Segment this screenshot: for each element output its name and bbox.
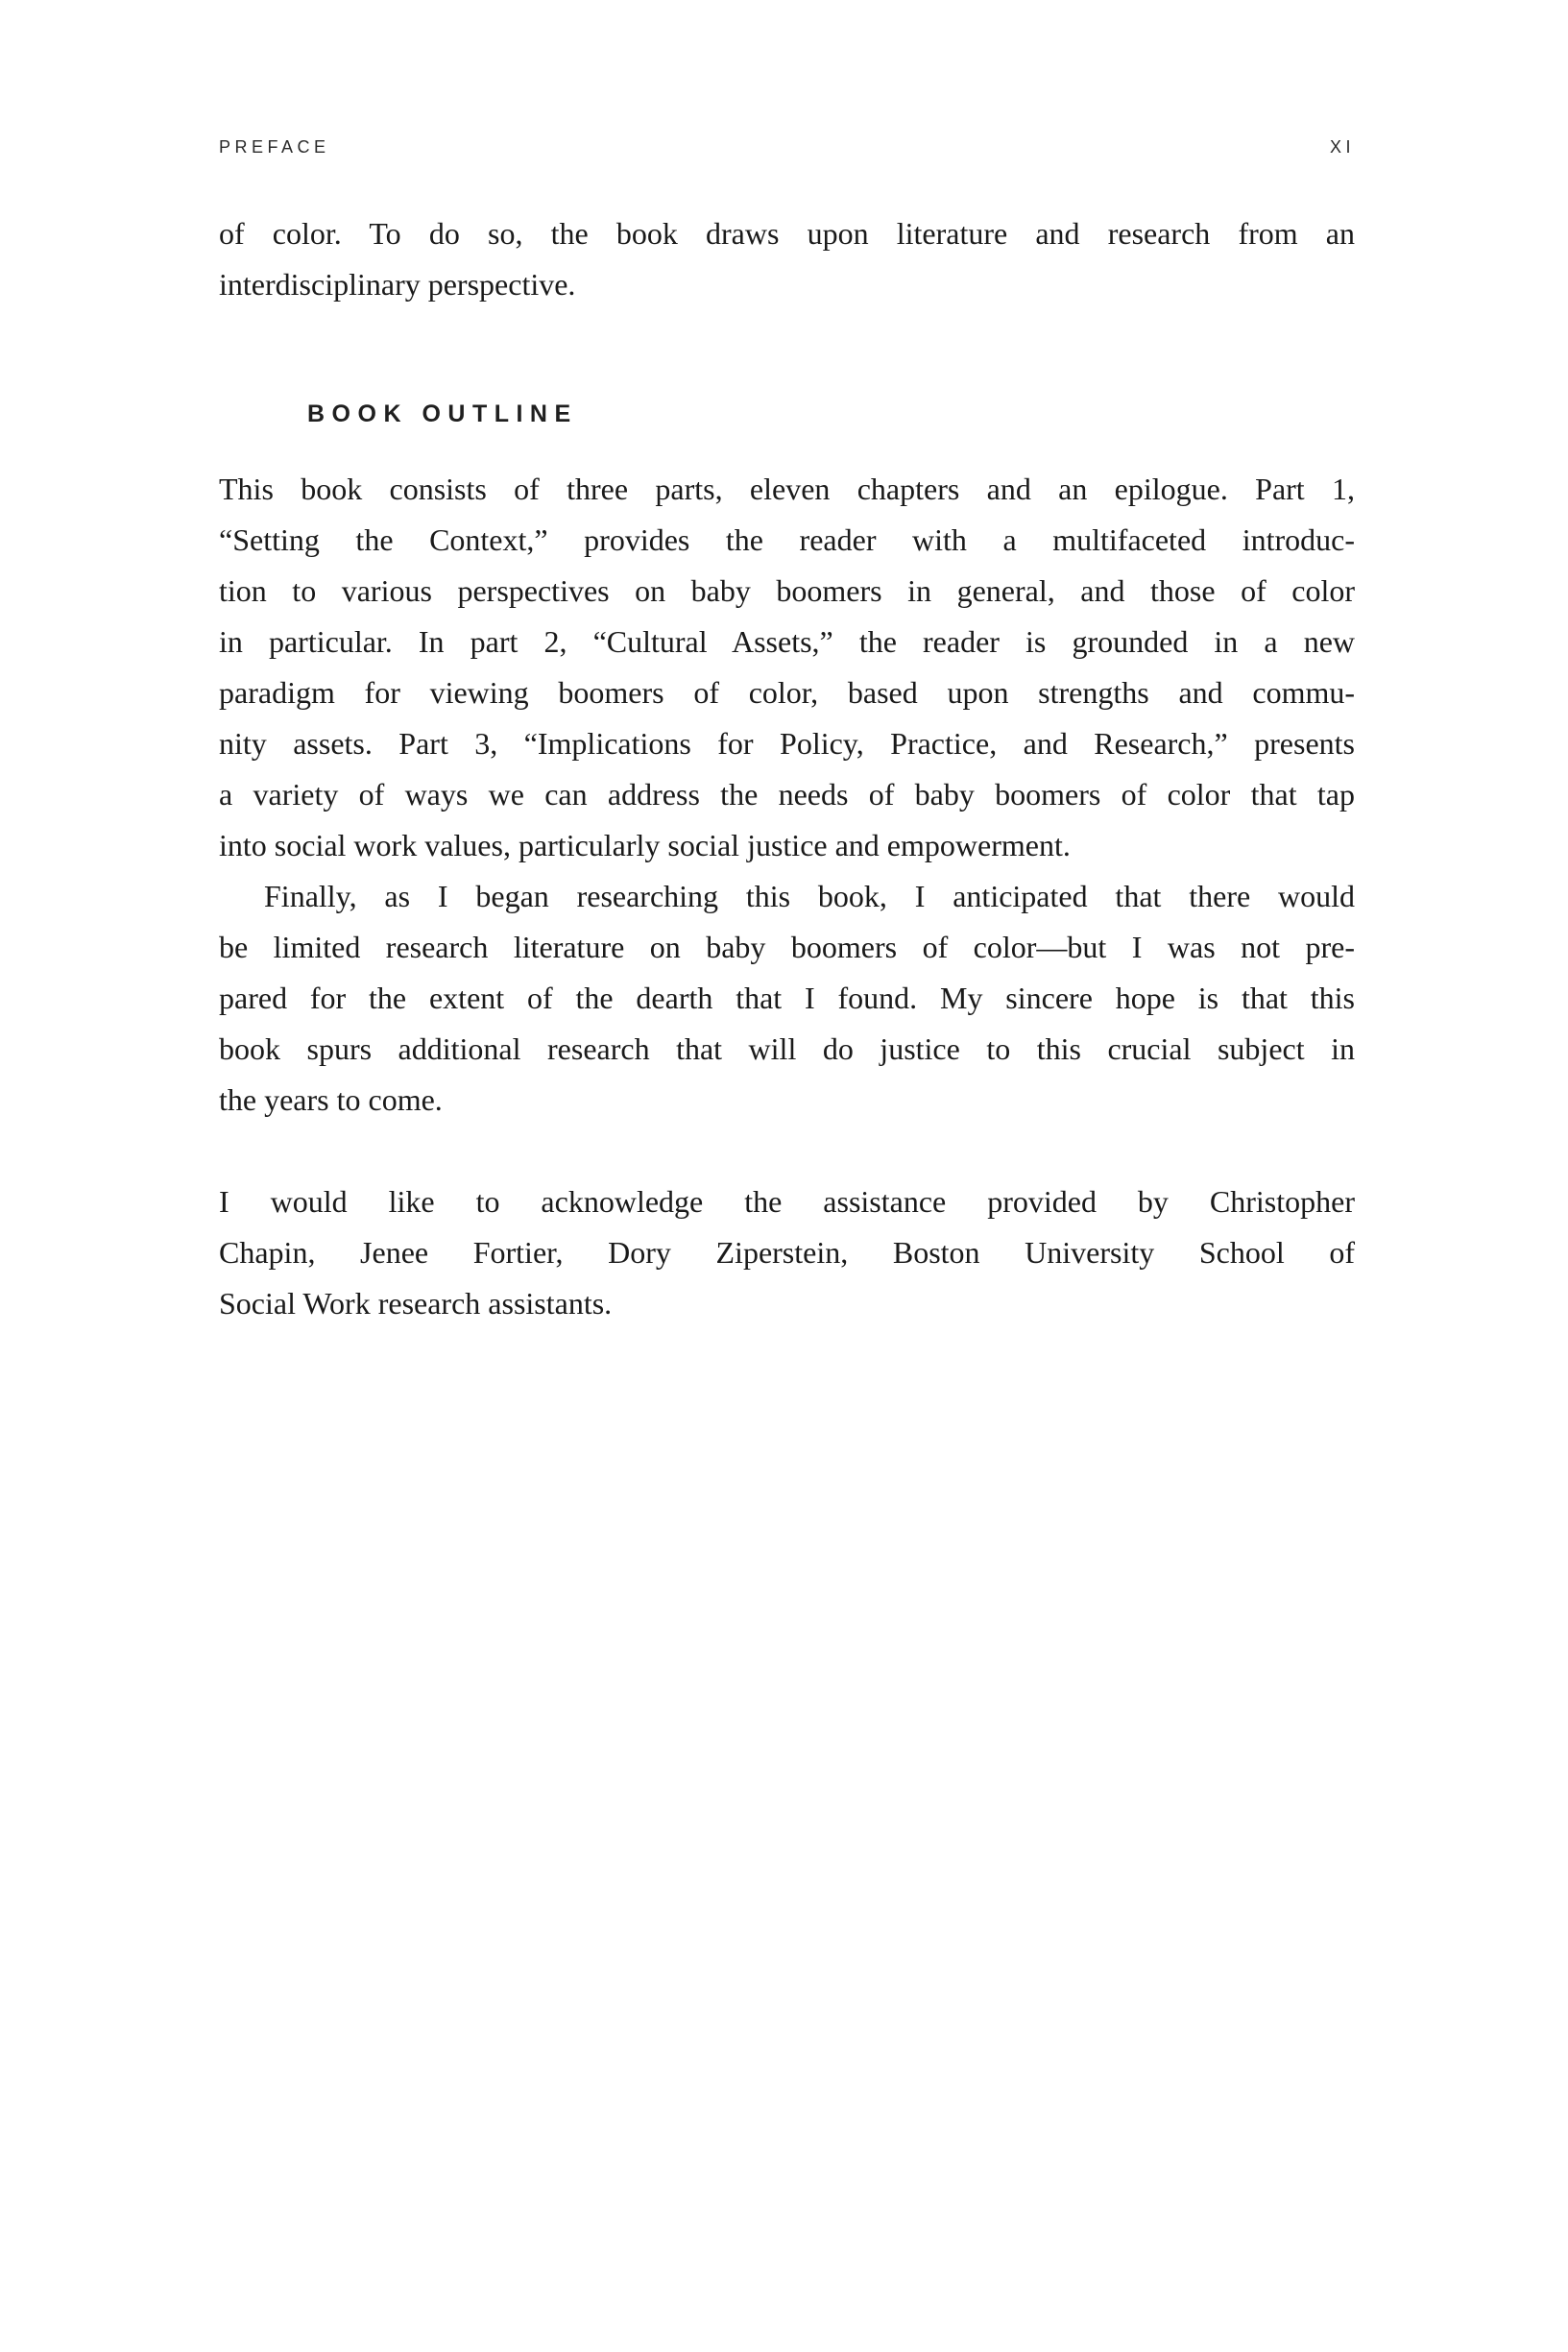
text-line: Chapin, Jenee Fortier, Dory Ziperstein, Boston University School of (219, 1235, 1355, 1270)
book-outline-paragraph (219, 464, 1355, 871)
intro-paragraph (219, 208, 1355, 310)
running-header (219, 137, 1355, 157)
acknowledgment-paragraph (219, 1176, 1355, 1329)
text-line: Social Work research assistants. (219, 1286, 613, 1321)
text-line: “Setting the Context,” provides the reader with a multifaceted introduc- (219, 522, 1355, 557)
section-heading: BOOK OUTLINE (307, 400, 578, 427)
text-line: be limited research literature on baby boomers of color—but I was not pre- (219, 930, 1355, 964)
finally-paragraph (219, 871, 1355, 1126)
text-line: I would like to acknowledge the assistance provided by Christopher (219, 1184, 1355, 1219)
text-line: a variety of ways we can address the needs of baby boomers of color that tap (219, 777, 1355, 812)
text-line: interdisciplinary perspective. (219, 267, 576, 302)
text-line: in particular. In part 2, “Cultural Assets,” the reader is grounded in a new (219, 624, 1355, 659)
text-line: pared for the extent of the dearth that I found. My sincere hope is that this (219, 981, 1355, 1015)
text-line: into social work values, particularly social justice and empowerment. (219, 828, 1071, 862)
text-line: nity assets. Part 3, “Implications for Policy, Practice, and Research,” presents (219, 726, 1355, 761)
running-header-section-label: PREFACE (219, 137, 330, 157)
page-number: XI (1329, 137, 1355, 157)
text-line: of color. To do so, the book draws upon literature and research from an (219, 216, 1355, 251)
text-line: tion to various perspectives on baby boomers in general, and those of color (219, 573, 1355, 608)
text-line: Finally, as I began researching this book, I anticipated that there would (264, 879, 1355, 913)
text-line: the years to come. (219, 1082, 443, 1117)
text-line: This book consists of three parts, eleven chapters and an epilogue. Part 1, (219, 472, 1355, 506)
text-line: paradigm for viewing boomers of color, based upon strengths and commu- (219, 675, 1355, 710)
text-line: book spurs additional research that will do justice to this crucial subject in (219, 1031, 1355, 1066)
